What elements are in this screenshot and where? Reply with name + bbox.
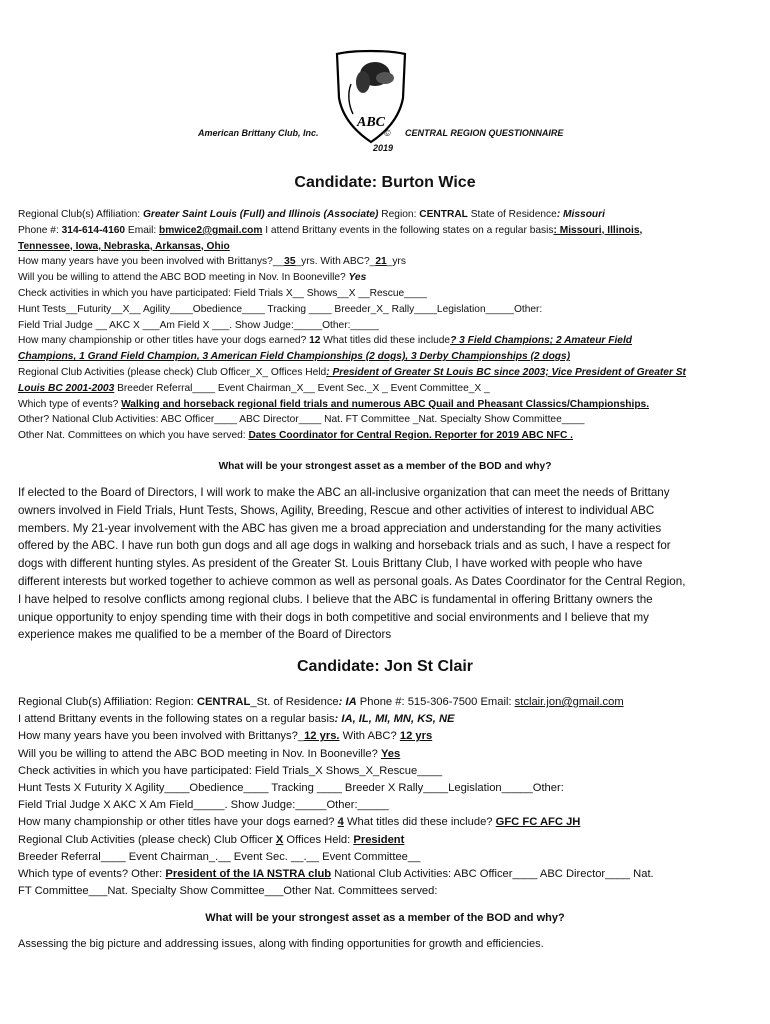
c1-hunt-tests-line: Hunt Tests__Futurity__X__ Agility____Obedience____ Tracking ____ Breeder_X_ Rally____Legislation_____Other: [18,303,543,315]
c2-answer: Assessing the big picture and addressing issues, along with finding opportunities for growth and efficiencies. [18,938,544,950]
c2-titles-line: How many championship or other titles have your dogs earned? 4 What titles did these include? GFC FC AFC JH [18,816,581,829]
candidate-2-title: Candidate: Jon St Clair [296,658,474,675]
essay-line: I have helped to resolve conflicts among regional clubs. I believe that the ABC is fundamental in offering Brittany owners the [18,592,653,606]
essay-line: different interests but worked together to achieve common as well as personal goals. As Dates Coordinator for the Central Region, [18,574,686,588]
c2-hunt-tests-line: Hunt Tests X Futurity X Agility____Obedience____ Tracking ____ Breeder X Rally____Legislation_____Other: [18,782,564,795]
c2-committees-line: FT Committee___Nat. Specialty Show Committee___Other Nat. Committees served: [18,885,438,898]
c2-years-line: How many years have you been involved with Brittanys?_12 yrs. With ABC? 12 yrs [18,730,433,743]
c1-meeting-line: Will you be willing to attend the ABC BOD meeting in Nov. In Booneville? Yes [18,272,367,284]
c1-national-activities-line: Other? National Club Activities: ABC Officer____ ABC Director____ Nat. FT Committee _Nat. Specialty Show Committee____ [18,414,585,426]
c1-judge-line: Field Trial Judge __ AKC X ___Am Field X ___. Show Judge:_____Other:_____ [18,319,379,331]
svg-text:ABC: ABC [356,115,386,130]
c1-committees-line: Other Nat. Committees on which you have served: Dates Coordinator for Central Region. Reporter for 2019 ABC NFC . [18,430,573,442]
c1-titles-line: How many championship or other titles have your dogs earned? 12 What titles did these include? 3 Field Champions; 2 Amateur Field [18,335,633,347]
essay-line: dogs with different hunting styles. As president of the Greater St. Louis Brittany Club, I have worked with people who have [18,557,643,571]
c1-essay [18,484,750,644]
c1-titles-continued: Champions, 1 Grand Field Champion, 3 American Field Championships (2 dogs), 3 Derby Championships (2 dogs) [18,351,571,363]
c1-club-activities-line: Regional Club Activities (please check) Club Officer_X_ Offices Held: President of Greater St Louis BC since 2003; Vice President of Greater St [18,366,686,378]
c1-email-link[interactable]: bmwice2@gmail.com [159,224,263,236]
c2-breeder-line: Breeder Referral____ Event Chairman_.__ Event Sec. __.__ Event Committee__ [18,850,421,863]
c1-contact-line: Phone #: 314-614-4160 Email: bmwice2@gmail.com I attend Brittany events in the following states on a regular basis: Missouri, Illinois, [18,224,643,236]
c2-club-activities-line: Regional Club Activities (please check) Club Officer X Offices Held: President [18,833,405,846]
c1-affiliation-line: Regional Club(s) Affiliation: Greater Saint Louis (Full) and Illinois (Associate) Region: CENTRAL State of Residence: Missouri [18,209,605,220]
c2-meeting-line: Will you be willing to attend the ABC BOD meeting in Nov. In Booneville? Yes [18,747,401,760]
candidate-1-details [18,207,750,444]
abc-logo [333,48,409,144]
c2-question: What will be your strongest asset as a member of the BOD and why? [205,912,565,924]
c2-affiliation-line: Regional Club(s) Affiliation: Region: CENTRAL_St. of Residence: IA Phone #: 515-306-7500 Email: stclair.jon@gmail.com [18,696,624,708]
year: 2019 [373,143,394,153]
essay-line: members. My 21-year involvement with the ABC has given me a broad appreciation and understanding for the many activities [18,521,662,535]
candidate-2-details [18,694,750,900]
c2-states-line: I attend Brittany events in the following states on a regular basis: IA, IL, MI, MN, KS, NE [18,713,455,726]
c2-email-link[interactable]: stclair.jon@gmail.com [514,696,624,708]
c2-judge-line: Field Trial Judge X AKC X Am Field_____. Show Judge:_____Other:_____ [18,799,389,812]
essay-line: owners involved in Field Trials, Hunt Tests, Shows, Agility, Breeding, Rescue and other activities of interest to individual ABC [18,503,655,517]
org-name: American Brittany Club, Inc. [198,128,319,138]
copyright-mark: © [384,128,391,138]
c1-offices-line: Louis BC 2001-2003 Breeder Referral____ Event Chairman_X__ Event Sec._X _ Event Committee_X _ [18,382,490,394]
c1-event-types-line: Which type of events? Walking and horseback regional field trials and numerous ABC Quail and Pheasant Classics/Championships. [18,398,650,410]
c1-question: What will be your strongest asset as a member of the BOD and why? [218,461,552,472]
candidate-1-title: Candidate: Burton Wice [294,174,476,191]
essay-line: experience makes me qualified to be a member of the Board of Directors [18,628,392,642]
essay-line: If elected to the Board of Directors, I will work to make the ABC an all-inclusive organization that can meet the needs of Brittany [18,486,670,499]
essay-line: unique opportunity to enjoy spending time with their dogs in both competitive and social environments and I believe that my [18,610,649,624]
c2-event-types-line: Which type of events? Other: President of the IA NSTRA club National Club Activities: ABC Officer____ ABC Director____ Nat. [18,868,654,881]
questionnaire-title: CENTRAL REGION QUESTIONNAIRE [405,128,564,138]
c1-years-line: How many years have you been involved with Brittanys?__35_yrs. With ABC?_21_yrs [18,256,406,268]
c1-states-line: Tennessee, Iowa, Nebraska, Arkansas, Ohio [18,240,230,252]
essay-line: offered by the ABC. I have run both gun dogs and all age dogs in walking and horseback trials and as such, I have a respect for [18,539,671,553]
c2-activities-line: Check activities in which you have participated: Field Trials_X Shows_X_Rescue____ [18,764,443,777]
c1-activities-line: Check activities in which you have participated: Field Trials X__ Shows__X __Rescue____ [18,287,427,299]
